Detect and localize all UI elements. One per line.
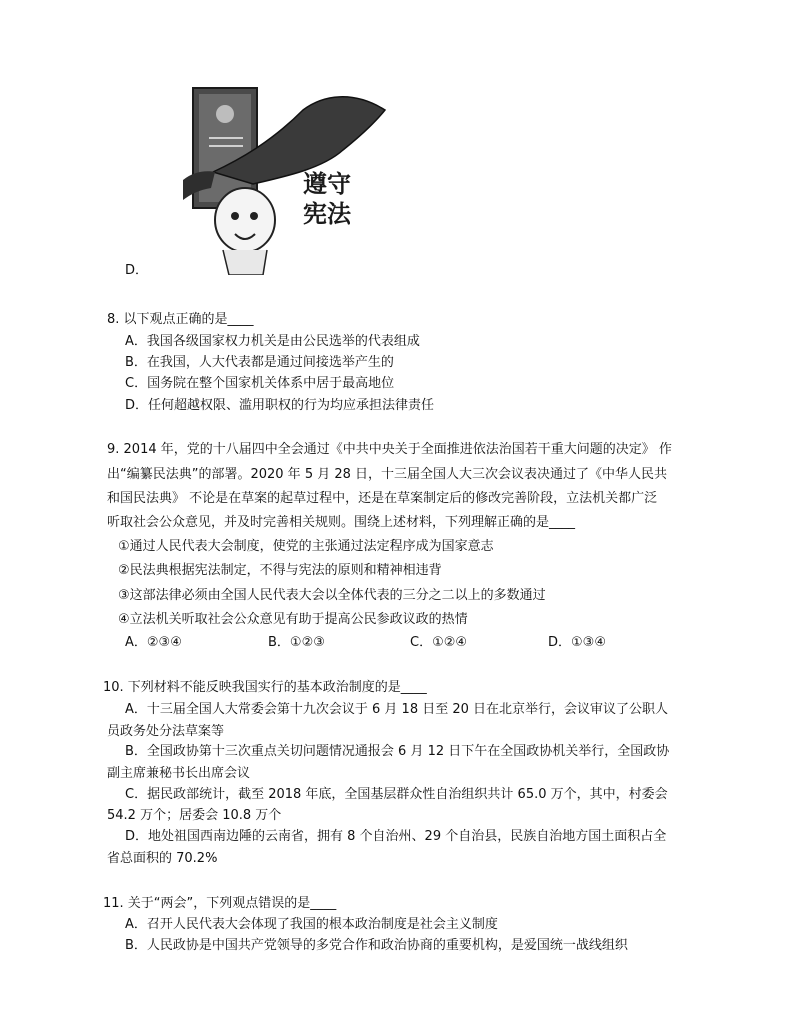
q9-choice-d: D．①③④: [548, 635, 606, 650]
q11-option-a: A．召开人民代表大会体现了我国的根本政治制度是社会主义制度: [125, 917, 498, 932]
q10-option-d-line1: D．地处祖国西南边陲的云南省，拥有 8 个自治州、29 个自治县，民族自治地方国土面积占全: [125, 829, 667, 844]
constitution-cartoon-icon: [153, 80, 403, 275]
q8-option-c: C．国务院在整个国家机关体系中居于最高地位: [125, 376, 395, 391]
q10-option-a-line2: 员政务处分法草案等: [107, 724, 225, 739]
q11-option-b: B．人民政协是中国共产党领导的多党合作和政治协商的重要机构，是爱国统一战线组织: [125, 938, 628, 953]
illustration-caption-line1: 遵守: [303, 170, 351, 198]
q10-option-c-line2: 54.2 万个；居委会 10.8 万个: [107, 808, 282, 823]
q9-statement-3: ③这部法律必须由全国人民代表大会以全体代表的三分之二以上的多数通过: [118, 588, 546, 603]
q9-statement-4: ④立法机关听取社会公众意见有助于提高公民参政议政的热情: [118, 612, 468, 627]
q9-stem-line2: 出“编纂民法典”的部署。2020 年 5 月 28 日，十三届全国人大三次会议表决通过了《中华人民共: [107, 467, 668, 482]
q9-choice-b: B．①②③: [268, 635, 325, 650]
q10-option-b-line1: B．全国政协第十三次重点关切问题情况通报会 6 月 12 日下午在全国政协机关举行，全国政协: [125, 744, 670, 759]
q8-option-b: B．在我国，人大代表都是通过间接选举产生的: [125, 355, 394, 370]
q10-option-d-line2: 省总面积的 70.2%: [107, 851, 218, 866]
q9-stem-line3: 和国民法典》 不论是在草案的起草过程中，还是在草案制定后的修改完善阶段，立法机关都广泛: [107, 491, 658, 506]
q8-stem: 8. 以下观点正确的是____: [107, 312, 254, 327]
q10-option-b-line2: 副主席兼秘书长出席会议: [107, 766, 251, 781]
q9-choice-c: C．①②④: [410, 635, 468, 650]
q11-stem: 11. 关于“两会”，下列观点错误的是____: [103, 896, 337, 911]
q9-stem-line4: 听取社会公众意见，并及时完善相关规则。围绕上述材料，下列理解正确的是____: [107, 515, 576, 530]
q9-statement-2: ②民法典根据宪法制定，不得与宪法的原则和精神相违背: [118, 563, 442, 578]
q8-option-a: A．我国各级国家权力机关是由公民选举的代表组成: [125, 334, 420, 349]
q9-statement-1: ①通过人民代表大会制度，使党的主张通过法定程序成为国家意志: [118, 539, 494, 554]
q10-stem: 10. 下列材料不能反映我国实行的基本政治制度的是____: [103, 680, 427, 695]
q9-stem-line1: 9. 2014 年，党的十八届四中全会通过《中共中央关于全面推进依法治国若干重大问题的决定》 作: [107, 442, 672, 457]
q7-option-d-label: D．: [125, 263, 149, 278]
q10-option-a-line1: A．十三届全国人大常委会第十九次会议于 6 月 18 日至 20 日在北京举行，会议审议了公职人: [125, 702, 669, 717]
q8-option-d: D．任何超越权限、滥用职权的行为均应承担法律责任: [125, 398, 435, 413]
q9-choice-a: A．②③④: [125, 635, 182, 650]
illustration-caption-line2: 宪法: [303, 200, 351, 228]
q10-option-c-line1: C．据民政部统计，截至 2018 年底，全国基层群众性自治组织共计 65.0 万个，其中，村委会: [125, 787, 668, 802]
